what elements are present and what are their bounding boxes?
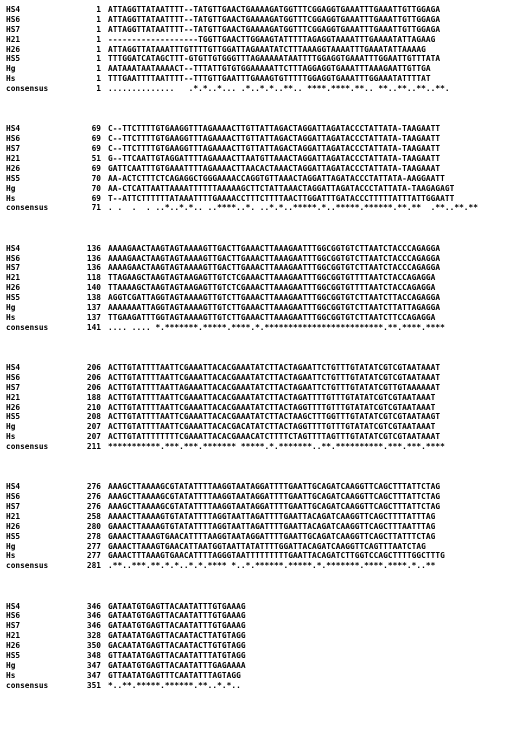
sequence-position: 346 bbox=[86, 601, 101, 611]
sequence-name: Hg bbox=[6, 422, 16, 432]
sequence-row bbox=[6, 373, 478, 383]
sequence-position: 51 bbox=[91, 153, 101, 163]
consensus-row bbox=[6, 561, 478, 571]
sequence-position: 346 bbox=[86, 611, 101, 621]
sequence-name: H21 bbox=[6, 34, 21, 44]
sequence-residues: TTGAAGATTTGGTAGTAAAAGTTGTCTTGAAACTTAAAGAATTTGGCGGTGTCTTAATCTTCCAGAGGA bbox=[108, 312, 436, 322]
sequence-row bbox=[6, 74, 478, 84]
sequence-row bbox=[6, 532, 478, 542]
sequence-position: 141 bbox=[86, 322, 101, 332]
sequence-position: 351 bbox=[86, 680, 101, 690]
sequence-residues: GATAATGTGAGTTACAATATTTGTGAAAG bbox=[108, 611, 246, 621]
sequence-name: HS4 bbox=[6, 482, 21, 492]
sequence-row bbox=[6, 124, 478, 134]
sequence-name: H21 bbox=[6, 273, 21, 283]
sequence-name: HS6 bbox=[6, 492, 21, 502]
sequence-position: 347 bbox=[86, 660, 101, 670]
sequence-residues: ACTTGTATTTTAATTCGAAATTACACGACATATCTTACTAGGTTTTGTTTGTATATCGTCGTAATAAAT bbox=[108, 422, 436, 432]
consensus-symbols: *..**.*****.******.**..*.*.. bbox=[108, 680, 241, 690]
sequence-name: Hg bbox=[6, 302, 16, 312]
sequence-residues: GAAACTTAAAGTGAACATTAATGGTAATTATATTTTGGATTACAGATCAAGGTTCAGTTTAATCTAG bbox=[108, 541, 426, 551]
sequence-name: HS4 bbox=[6, 5, 21, 14]
sequence-alignment bbox=[6, 5, 478, 721]
sequence-name: HS4 bbox=[6, 243, 21, 253]
sequence-name: Hs bbox=[6, 551, 16, 561]
consensus-row bbox=[6, 323, 478, 333]
sequence-position: 276 bbox=[86, 482, 101, 492]
sequence-name: Hs bbox=[6, 670, 16, 680]
sequence-name: HS7 bbox=[6, 502, 21, 512]
sequence-position: 346 bbox=[86, 621, 101, 631]
sequence-residues: G--TTCAATTGTAGGATTTTAGAAAACTTAATGTTAAACTAGGATTAGATACCCTATTATA-TAAGAATT bbox=[108, 153, 441, 163]
alignment-block bbox=[6, 5, 478, 94]
sequence-name: HS5 bbox=[6, 54, 21, 64]
sequence-residues: GTTAATATGAGTTACAATATTTATGTAGG bbox=[108, 651, 246, 661]
consensus-symbols: . . . . ..*..*.*.. ..****..*. ..*.*..*****.*..*****.******.**.** .**..**.** bbox=[108, 203, 479, 213]
sequence-residues: ACTTGTATTTTAATTCGAAATTACACGAAATATCTTACTAGGTTTTGTTTGTATATCGTCGTAATAAAT bbox=[108, 402, 436, 412]
sequence-name: H26 bbox=[6, 641, 21, 651]
sequence-position: 207 bbox=[86, 422, 101, 432]
sequence-name: HS4 bbox=[6, 601, 21, 611]
sequence-name: HS6 bbox=[6, 134, 21, 144]
sequence-name: HS5 bbox=[6, 412, 21, 422]
sequence-position: 136 bbox=[86, 263, 101, 273]
sequence-row bbox=[6, 25, 478, 35]
sequence-name: Hg bbox=[6, 64, 16, 74]
sequence-residues: GACAATATGAGTTACAATACTTGTGTAGG bbox=[108, 641, 246, 651]
sequence-name: Hs bbox=[6, 312, 16, 322]
sequence-residues: AGGTCGATTAGGTAGTAAAAGTTGTCTTGAAACTTAAAGAATTTGGCGGTGTCTTAATCTTACCAGAGGA bbox=[108, 293, 441, 303]
sequence-residues: GAAACTTTAAAGTGAACATTTTAGGGTAATTTTTTTTTGAATTACAGATCTTGGTCCAGCTTTTGGCTTTG bbox=[108, 551, 445, 561]
sequence-name: HS5 bbox=[6, 651, 21, 661]
sequence-position: 1 bbox=[96, 24, 101, 34]
sequence-position: 188 bbox=[86, 392, 101, 402]
sequence-residues: ATTAGGTTATAATTTT--TATGTTGAACTGAAAAGATGGTTTCGGAGGTGAAATTTGAAATTGTTGGAGA bbox=[108, 24, 441, 34]
sequence-name: HS5 bbox=[6, 531, 21, 541]
sequence-row bbox=[6, 641, 478, 651]
sequence-position: 207 bbox=[86, 432, 101, 442]
sequence-name: H21 bbox=[6, 631, 21, 641]
sequence-name: HS6 bbox=[6, 611, 21, 621]
sequence-residues: TTTGGATCATAGCTTT-GTGTTGTGGGTTTAGAAAAATAATTTTGGAGGTGAAATTTGGAATTGTTTATA bbox=[108, 54, 441, 64]
sequence-position: 1 bbox=[96, 5, 101, 14]
sequence-residues: ACTTGTATTTTAATTCGAAATTACACGAAATATCTTACTAGAATTCTGTTTGTATATCGTCGTAATAAAT bbox=[108, 362, 441, 372]
sequence-name: HS4 bbox=[6, 124, 21, 134]
sequence-residues: AAAGCTTAAAAGCGTATATTTTAAGGTAATAGGATTTTGAATTGCAGATCAAGGTTCAGCTTTATTCTAG bbox=[108, 502, 441, 512]
sequence-position: 280 bbox=[86, 521, 101, 531]
consensus-symbols: .**..***.**.*.*..*.*.**** *..*.******.*****.*.*******.****.****.*..** bbox=[108, 561, 436, 571]
sequence-residues: AAAAGAACTAAGTAGTAAAAGTTGACTTGAAACTTAAAGAATTTGGCGGTGTCTTAATCTACCCAGAGGA bbox=[108, 263, 441, 273]
sequence-row bbox=[6, 273, 478, 283]
sequence-row bbox=[6, 244, 478, 254]
sequence-row bbox=[6, 403, 478, 413]
sequence-residues: GATAATGTGAGTTACAATATTTGTGAAAG bbox=[108, 601, 246, 611]
sequence-position: 208 bbox=[86, 412, 101, 422]
sequence-position: 281 bbox=[86, 561, 101, 571]
sequence-residues: TTTGAATTTTAATTTT--TTTGTTGAATTTGAAAGTGTTTTTGGAGGTGAAATTTGGAAATATTTTAT bbox=[108, 74, 431, 84]
sequence-name: HS5 bbox=[6, 173, 21, 183]
sequence-position: 276 bbox=[86, 492, 101, 502]
consensus-label: consensus bbox=[6, 561, 49, 571]
sequence-residues: AATAAATAATAAAACT--TTTATTGTGTGGAAAAATTCTTTAGGAGGTGAAATTTAAAGAATTGTTGA bbox=[108, 64, 431, 74]
sequence-position: 69 bbox=[91, 144, 101, 154]
sequence-residues: C--TTCTTTTGTGAAGGTTTAGAAAACTTGTTATTAGACTAGGATTAGATACCCTATTATA-TAAGAATT bbox=[108, 134, 441, 144]
sequence-residues: AAAACTTAAAAGTGTATATTTTAGGTAATTAGATTTTGAATTACAGATCAAGGTTCAGCTTTTATTTAG bbox=[108, 511, 436, 521]
sequence-name: H26 bbox=[6, 402, 21, 412]
consensus-symbols: ***********.***.***.******* *****.*.*******..**.**********.***.***.**** bbox=[108, 442, 445, 452]
consensus-symbols: .... .... *.*******.*****.****.*.*************************.**.****.**** bbox=[108, 322, 445, 332]
sequence-position: 206 bbox=[86, 382, 101, 392]
sequence-residues: AA-CTCATTAATTAAAATTTTTTAAAAAGCTTCTATTAAACTAGGATTAGATACCCTATTATA-TAAGAGAGT bbox=[108, 183, 455, 193]
sequence-row bbox=[6, 54, 478, 64]
consensus-row bbox=[6, 681, 478, 691]
sequence-residues: AAAAGAACTAAGTAGTAAAAGTTGACTTGAAACTTAAAGAATTTGGCGGTGTCTTAATCTACCCAGAGGA bbox=[108, 253, 441, 263]
alignment-block bbox=[6, 602, 478, 691]
sequence-name: Hg bbox=[6, 541, 16, 551]
sequence-name: HS7 bbox=[6, 382, 21, 392]
sequence-position: 206 bbox=[86, 372, 101, 382]
sequence-residues: -------------------TGGTTGAACTTGGAAGTATTTTTAGAGGTAAAATTTGAAAATATTAGAAG bbox=[108, 34, 436, 44]
sequence-residues: ATTAGGTTATAAATTTGTTTTGTTGGATTAGAAATATCTTTAAAGGTAAAATTTGAAATATTAAAAG bbox=[108, 44, 426, 54]
sequence-row bbox=[6, 194, 478, 204]
sequence-residues: GATAATATGAGTTACAATACTTATGTAGG bbox=[108, 631, 246, 641]
sequence-residues: C--TTCTTTTGTGAAGGTTTAGAAAACTTGTTATTAGACTAGGATTAGATACCCTATTATA-TAAGAATT bbox=[108, 124, 441, 134]
sequence-row bbox=[6, 502, 478, 512]
sequence-row bbox=[6, 293, 478, 303]
sequence-position: 1 bbox=[96, 54, 101, 64]
sequence-position: 70 bbox=[91, 183, 101, 193]
sequence-row bbox=[6, 671, 478, 681]
sequence-position: 347 bbox=[86, 670, 101, 680]
sequence-position: 136 bbox=[86, 253, 101, 263]
alignment-block bbox=[6, 363, 478, 452]
consensus-symbols: .............. .*.*..*... .*..*.*..**.. ****.****.**.. **..**..**..**. bbox=[108, 84, 450, 94]
consensus-row bbox=[6, 442, 478, 452]
sequence-residues: T--ATTCTTTTTTATAAATTTTGAAAACCTTTCTTTTAACTTGGATTTGATACCCTTTTTATTTATTGGAATT bbox=[108, 193, 455, 203]
sequence-position: 1 bbox=[96, 64, 101, 74]
sequence-position: 69 bbox=[91, 134, 101, 144]
sequence-residues: ACTTGTATTTTAATTCGAAATTACACGAAATATCTTACTAGATTTTGTTTGTATATCGTCGTAATAAAT bbox=[108, 392, 436, 402]
sequence-residues: ACTTGTATTTTAATTCGAAATTACACGAAATATCTTACTAAGCTTTGGTTTGTATATCGTCGTAATAAGT bbox=[108, 412, 441, 422]
alignment-block bbox=[6, 124, 478, 213]
sequence-residues: GATAATGTGAGTTACAATATTTGTGAAAG bbox=[108, 621, 246, 631]
alignment-block bbox=[6, 482, 478, 571]
sequence-position: 350 bbox=[86, 641, 101, 651]
sequence-residues: AAAGCTTAAAAGCGTATATTTTAAGGTAATAGGATTTTGAATTGCAGATCAAGGTTCAGCTTTATTCTAG bbox=[108, 482, 441, 492]
sequence-row bbox=[6, 45, 478, 55]
sequence-position: 1 bbox=[96, 34, 101, 44]
sequence-residues: ATTAGGTTATAATTTT--TATGTTGAACTGAAAAGATGGTTTCGGAGGTGAAATTTGAAATTGTTGGAGA bbox=[108, 14, 441, 24]
alignment-block bbox=[6, 244, 478, 333]
sequence-name: Hg bbox=[6, 660, 16, 670]
sequence-row bbox=[6, 363, 478, 373]
sequence-row bbox=[6, 393, 478, 403]
sequence-row bbox=[6, 422, 478, 432]
sequence-row bbox=[6, 551, 478, 561]
sequence-residues: GAAACTTAAAAGTGTATATTTTAGGTAATTAGATTTTGAATTACAGATCAAGGTTCAGCTTTAATTTAG bbox=[108, 521, 436, 531]
sequence-row bbox=[6, 602, 478, 612]
sequence-residues: AAAAGAACTAAGTAGTAAAAGTTGACTTGAAACTTAAAGAATTTGGCGGTGTCTTAATCTACCCAGAGGA bbox=[108, 243, 441, 253]
sequence-row bbox=[6, 303, 478, 313]
sequence-residues: GATTCAATTTGTGAAATTTTAGAAAACTTAACACTAAACTAGGATTAGATACCCTATTATA-TAAGAAAT bbox=[108, 163, 441, 173]
sequence-residues: ATTAGGTTATAATTTT--TATGTTGAACTGAAAAGATGGTTTCGGAGGTGAAATTTGAAATTGTTGGAGA bbox=[108, 5, 441, 14]
sequence-residues: TTAAAAGCTAAGTAGTAAGAGTTGTCTCGAAACTTAAAGAATTTGGCGGTGTTTTAATCTACCAGAGGA bbox=[108, 283, 436, 293]
sequence-position: 118 bbox=[86, 273, 101, 283]
sequence-row bbox=[6, 254, 478, 264]
sequence-residues: GAAACTTAAAGTGAACATTTTAAGGTAATAGGATTTTGAATTGCAGATCAAGGTTCAGCTTATTTCTAG bbox=[108, 531, 436, 541]
sequence-name: H26 bbox=[6, 283, 21, 293]
sequence-name: HS7 bbox=[6, 263, 21, 273]
sequence-position: 69 bbox=[91, 124, 101, 134]
sequence-position: 140 bbox=[86, 283, 101, 293]
sequence-residues: C--TTCTTTTGTGAAGGTTTAGAAAACTTGTTATTAGACTAGGATTAGATACCCTATTATA-TAAGAATT bbox=[108, 144, 441, 154]
sequence-row bbox=[6, 174, 478, 184]
sequence-position: 211 bbox=[86, 442, 101, 452]
sequence-row bbox=[6, 313, 478, 323]
sequence-row bbox=[6, 512, 478, 522]
sequence-row bbox=[6, 15, 478, 25]
sequence-name: HS5 bbox=[6, 293, 21, 303]
sequence-position: 278 bbox=[86, 531, 101, 541]
sequence-residues: AA-ACTCTTTCTCAGAGGCTGGGAAAACCAGGTGTTAAACTAGGATTAGATACCCTATTATA-AAGGAATT bbox=[108, 173, 445, 183]
sequence-row bbox=[6, 383, 478, 393]
sequence-position: 136 bbox=[86, 243, 101, 253]
sequence-name: HS4 bbox=[6, 362, 21, 372]
sequence-row bbox=[6, 144, 478, 154]
sequence-row bbox=[6, 542, 478, 552]
sequence-row bbox=[6, 631, 478, 641]
sequence-position: 277 bbox=[86, 541, 101, 551]
sequence-row bbox=[6, 184, 478, 194]
sequence-position: 258 bbox=[86, 511, 101, 521]
sequence-position: 1 bbox=[96, 14, 101, 24]
consensus-label: consensus bbox=[6, 680, 49, 690]
sequence-position: 348 bbox=[86, 651, 101, 661]
sequence-row bbox=[6, 154, 478, 164]
sequence-residues: AAAAAAATTAGGTAGTAAAAGTTGTCTTGAAACTTAAAGAATTTGGCGGTGTCTTAATCTTATTAGAGGA bbox=[108, 302, 441, 312]
sequence-name: Hs bbox=[6, 74, 16, 84]
sequence-name: HS7 bbox=[6, 621, 21, 631]
sequence-row bbox=[6, 64, 478, 74]
sequence-position: 69 bbox=[91, 193, 101, 203]
sequence-position: 1 bbox=[96, 74, 101, 84]
sequence-name: H26 bbox=[6, 521, 21, 531]
sequence-residues: AAAGCTTAAAAGCGTATATTTTAAGGTAATAGGATTTTGAATTGCAGATCAAGGTTCAGCTTTATTCTAG bbox=[108, 492, 441, 502]
sequence-name: Hs bbox=[6, 432, 16, 442]
sequence-row bbox=[6, 482, 478, 492]
consensus-label: consensus bbox=[6, 84, 49, 94]
sequence-name: H21 bbox=[6, 511, 21, 521]
consensus-label: consensus bbox=[6, 203, 49, 213]
sequence-row bbox=[6, 661, 478, 671]
sequence-position: 71 bbox=[91, 203, 101, 213]
consensus-label: consensus bbox=[6, 322, 49, 332]
sequence-name: HS6 bbox=[6, 253, 21, 263]
sequence-position: 70 bbox=[91, 173, 101, 183]
sequence-row bbox=[6, 651, 478, 661]
sequence-residues: ACTTGTATTTTTTTTCGAAATTACACGAAACATCTTTTCTAGTTTTAGTTTGTATATCGTCGTAATAAAT bbox=[108, 432, 441, 442]
sequence-position: 137 bbox=[86, 312, 101, 322]
sequence-position: 138 bbox=[86, 293, 101, 303]
sequence-residues: GTTAATATGAGTTTCAATATTTAGTAGG bbox=[108, 670, 241, 680]
sequence-row bbox=[6, 5, 478, 15]
sequence-residues: GATAATGTGAGTTACAATATTTGAGAAAA bbox=[108, 660, 246, 670]
sequence-name: HS6 bbox=[6, 14, 21, 24]
consensus-row bbox=[6, 84, 478, 94]
sequence-row bbox=[6, 492, 478, 502]
sequence-row bbox=[6, 412, 478, 422]
sequence-position: 328 bbox=[86, 631, 101, 641]
sequence-name: HS6 bbox=[6, 372, 21, 382]
sequence-position: 210 bbox=[86, 402, 101, 412]
sequence-row bbox=[6, 611, 478, 621]
sequence-row bbox=[6, 621, 478, 631]
sequence-position: 1 bbox=[96, 84, 101, 94]
sequence-name: H21 bbox=[6, 153, 21, 163]
sequence-name: H26 bbox=[6, 44, 21, 54]
sequence-name: Hg bbox=[6, 183, 16, 193]
sequence-position: 1 bbox=[96, 44, 101, 54]
sequence-position: 206 bbox=[86, 362, 101, 372]
sequence-name: Hs bbox=[6, 193, 16, 203]
sequence-position: 69 bbox=[91, 163, 101, 173]
sequence-row bbox=[6, 164, 478, 174]
sequence-name: H21 bbox=[6, 392, 21, 402]
sequence-row bbox=[6, 35, 478, 45]
sequence-row bbox=[6, 134, 478, 144]
sequence-name: H26 bbox=[6, 163, 21, 173]
sequence-residues: ACTTGTATTTTAATTAGAAATTACACGAAATATCTTACTAGAATTCTGTTTGTATATCGTTGTAAAAAAT bbox=[108, 382, 441, 392]
sequence-row bbox=[6, 263, 478, 273]
sequence-position: 276 bbox=[86, 502, 101, 512]
sequence-name: HS7 bbox=[6, 24, 21, 34]
sequence-row bbox=[6, 283, 478, 293]
sequence-residues: ACTTGTATTTTAATTCGAAATTACACGAAATATCTTACTAGAATTCTGTTTGTATATCGTCGTAATAAAT bbox=[108, 372, 441, 382]
consensus-row bbox=[6, 203, 478, 213]
sequence-position: 137 bbox=[86, 302, 101, 312]
sequence-row bbox=[6, 522, 478, 532]
sequence-residues: TTAGAAGCTAAGTAGTAAGAGTTGTCTCGAAACTTAAAGAATTTGGCGGTGTTTTAATCTACCAGAGGA bbox=[108, 273, 436, 283]
sequence-row bbox=[6, 432, 478, 442]
sequence-position: 277 bbox=[86, 551, 101, 561]
sequence-name: HS7 bbox=[6, 144, 21, 154]
consensus-label: consensus bbox=[6, 442, 49, 452]
